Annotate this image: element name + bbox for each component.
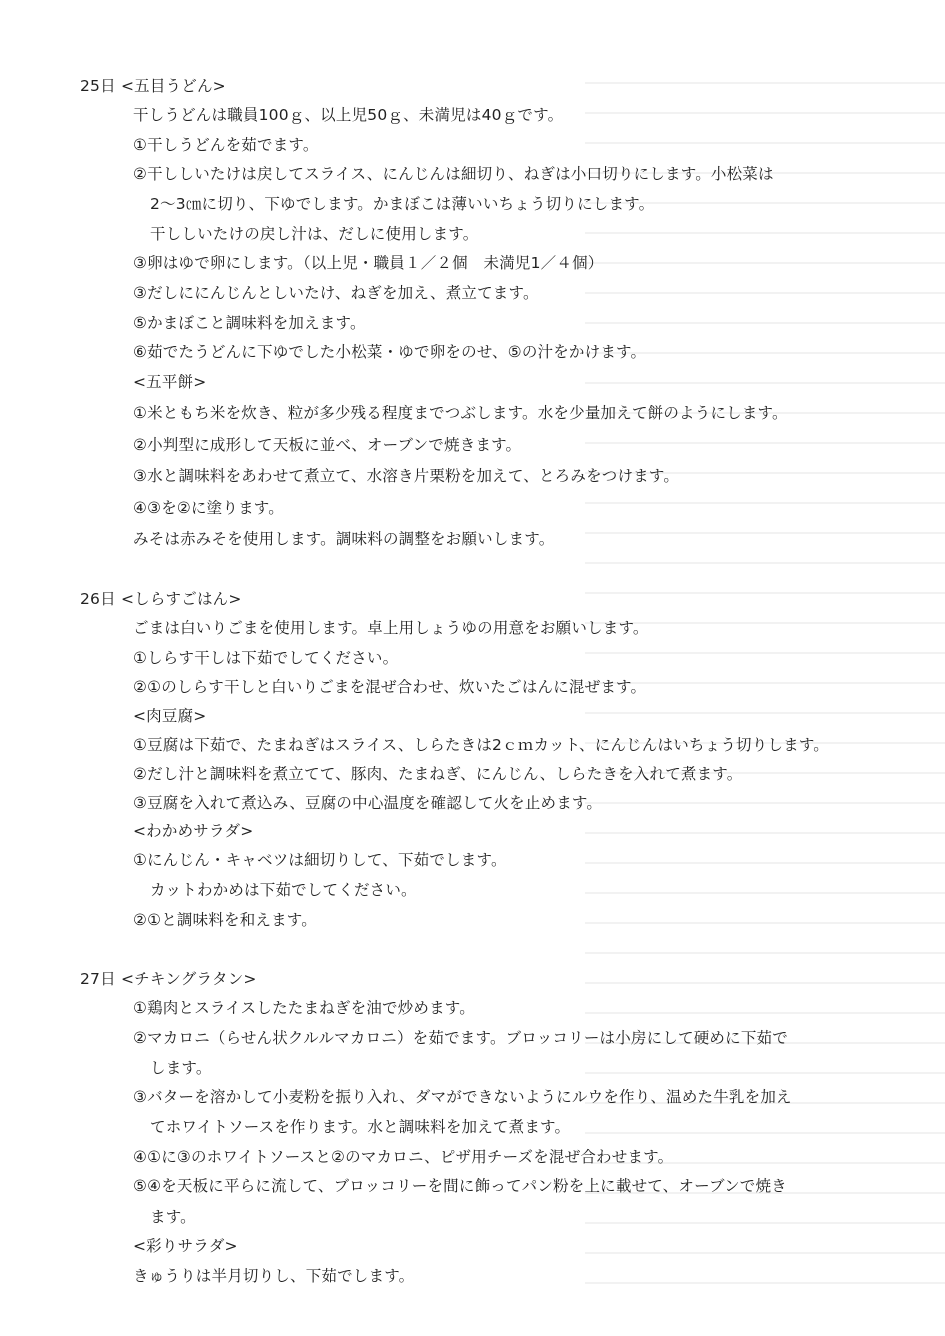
day-26-line: ②①のしらす干しと白いりごまを混ぜ合わせ、炊いたごはんに混ぜます。 [133, 678, 647, 696]
day-26-line: ごまは白いりごまを使用します。卓上用しょうゆの用意をお願いします。 [133, 619, 649, 637]
day-25-line: ①干しうどんを茹でます。 [133, 136, 319, 154]
day-25-line: ③だしににんじんとしいたけ、ねぎを加え、煮立てます。 [133, 284, 539, 302]
day-27-line: てホワイトソースを作ります。水と調味料を加えて煮ます。 [150, 1118, 571, 1136]
day-27-line: ます。 [150, 1208, 196, 1226]
day-27-line: ⑤④を天板に平らに流して、ブロッコリーを間に飾ってパン粉を上に載せて、オーブンで焼き [133, 1177, 787, 1195]
day-25-line: ④③を②に塗ります。 [133, 499, 284, 517]
day-25-line: ②小判型に成形して天板に並べ、オーブンで焼きます。 [133, 436, 522, 454]
day-25-line: ①米ともち米を炊き、粒が多少残る程度までつぶします。水を少量加えて餅のようにします。 [133, 404, 788, 422]
day-26-line: カットわかめは下茹でしてください。 [150, 881, 417, 899]
day-26-line: ①豆腐は下茹で、たまねぎはスライス、しらたきは2ｃｍカット、にんじんはいちょう切りします。 [133, 736, 830, 754]
day-25-line: ②干ししいたけは戻してスライス、にんじんは細切り、ねぎは小口切りにします。小松菜は [133, 165, 774, 183]
day-25-subheading: <五平餅> [133, 373, 207, 391]
day-27-line: ②マカロニ（らせん状クルルマカロニ）を茹でます。ブロッコリーは小房にして硬めに下茹で [133, 1029, 788, 1047]
day-25-line: ⑤かまぼこと調味料を加えます。 [133, 314, 366, 332]
day-25-line: 干ししいたけの戻し汁は、だしに使用します。 [150, 225, 479, 243]
day-27-line: ③バターを溶かして小麦粉を振り入れ、ダマができないようにルウを作り、温めた牛乳を加え [133, 1088, 792, 1106]
day-26-heading: 26日 <しらすごはん> [80, 590, 242, 608]
day-27-subheading: <彩りサラダ> [133, 1237, 238, 1255]
day-27-line: ④①に③のホワイトソースと②のマカロニ、ピザ用チーズを混ぜ合わせます。 [133, 1148, 674, 1166]
day-25-line: ③卵はゆで卵にします。（以上児・職員１／２個 未満児1／４個） [133, 254, 604, 272]
day-25-line: 2～3㎝に切り、下ゆでします。かまぼこは薄いいちょう切りにします。 [150, 195, 655, 213]
day-27-line: きゅうりは半月切りし、下茹でします。 [133, 1267, 415, 1285]
day-26-line: ①にんじん・キャベツは細切りして、下茹でします。 [133, 851, 507, 869]
day-26-line: ②だし汁と調味料を煮立てて、豚肉、たまねぎ、にんじん、しらたきを入れて煮ます。 [133, 765, 743, 783]
day-26-line: ①しらす干しは下茹でしてください。 [133, 649, 399, 667]
day-26-line: ③豆腐を入れて煮込み、豆腐の中心温度を確認して火を止めます。 [133, 794, 603, 812]
day-25-line: みそは赤みそを使用します。調味料の調整をお願いします。 [133, 530, 555, 548]
day-26-subheading: <わかめサラダ> [133, 822, 254, 840]
day-26-subheading: <肉豆腐> [133, 707, 207, 725]
day-26-line: ②①と調味料を和えます。 [133, 911, 317, 929]
day-25-heading: 25日 <五目うどん> [80, 77, 226, 95]
day-25-line: ③水と調味料をあわせて煮立て、水溶き片栗粉を加えて、とろみをつけます。 [133, 467, 680, 485]
day-25-line: 干しうどんは職員100ｇ、以上児50ｇ、未満児は40ｇです。 [133, 106, 564, 124]
day-25-line: ⑥茹でたうどんに下ゆでした小松菜・ゆで卵をのせ、⑤の汁をかけます。 [133, 343, 647, 361]
day-27-heading: 27日 <チキングラタン> [80, 970, 257, 988]
day-27-line: します。 [150, 1059, 212, 1077]
day-27-line: ①鶏肉とスライスしたたまねぎを油で炒めます。 [133, 999, 475, 1017]
